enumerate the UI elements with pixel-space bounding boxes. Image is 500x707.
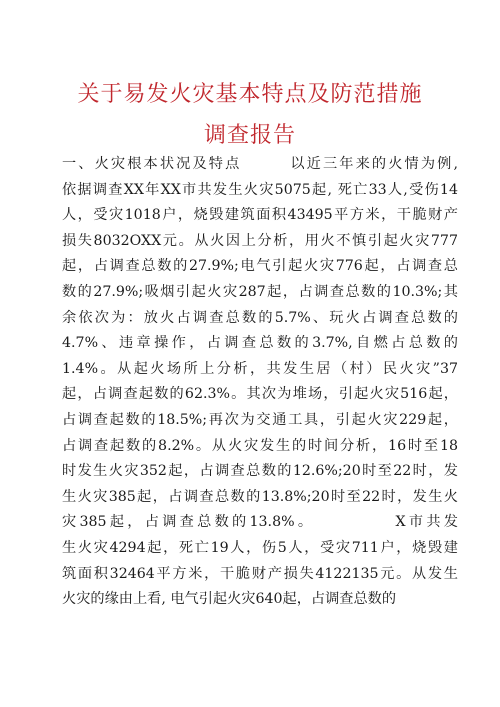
body-line: 一、火灾根本状况及特点 以近三年来的火情为例,	[62, 156, 458, 172]
body-line: 生火灾4294起，死亡19人，伤5人，受灾711户，烧毁建	[62, 539, 458, 556]
body-line: 时发生火灾352起，占调查总数的12.6%;20时至22时，发	[62, 463, 458, 480]
document-body	[62, 152, 458, 613]
body-line: 起，占调查起数的62.3%。其次为堆场，引起火灾516起，	[62, 386, 458, 403]
body-line: 起，占调查总数的27.9%;电气引起火灾776起，占调查总	[62, 258, 458, 275]
body-line: 占调查起数的18.5%;再次为交通工具，引起火灾229起，	[62, 411, 458, 428]
body-line: 筑面积32464平方米，干脆财产损失4122135元。从发生	[62, 565, 458, 582]
document-title-line-2: 调查报告	[203, 123, 296, 148]
body-line: 火灾的缘由上看, 电气引起火灾640起，占调查总数的	[62, 591, 397, 608]
body-line: 占调查起数的8.2%。从火灾发生的时间分析，16时至18	[62, 437, 458, 454]
body-line: 1.4%。从起火场所上分析，共发生居（村）民火灾”37	[62, 360, 458, 377]
body-line: 余依次为：放火占调查总数的5.7%、玩火占调查总数的	[62, 309, 458, 326]
document-title-line-1: 关于易发火灾基本特点及防范措施	[77, 82, 423, 107]
body-line: 灾385起，占调查总数的13.8%。 X市共发	[62, 514, 458, 531]
body-line: 4.7%、违章操作，占调查总数的3.7%,自燃占总数的	[62, 335, 458, 352]
body-line: 依据调查XX年XX市共发生火灾5075起, 死亡33人,受伤14	[62, 181, 458, 198]
body-line: 人，受灾1018户，烧毁建筑面积43495平方米，干脆财产	[62, 207, 458, 224]
body-line: 生火灾385起，占调查总数的13.8%;20时至22时，发生火	[62, 488, 458, 505]
body-line: 数的27.9%;吸烟引起火灾287起，占调查总数的10.3%;其	[62, 283, 458, 300]
body-line: 损失8032OXX元。从火因上分析，用火不慎引起火灾777	[62, 232, 458, 249]
